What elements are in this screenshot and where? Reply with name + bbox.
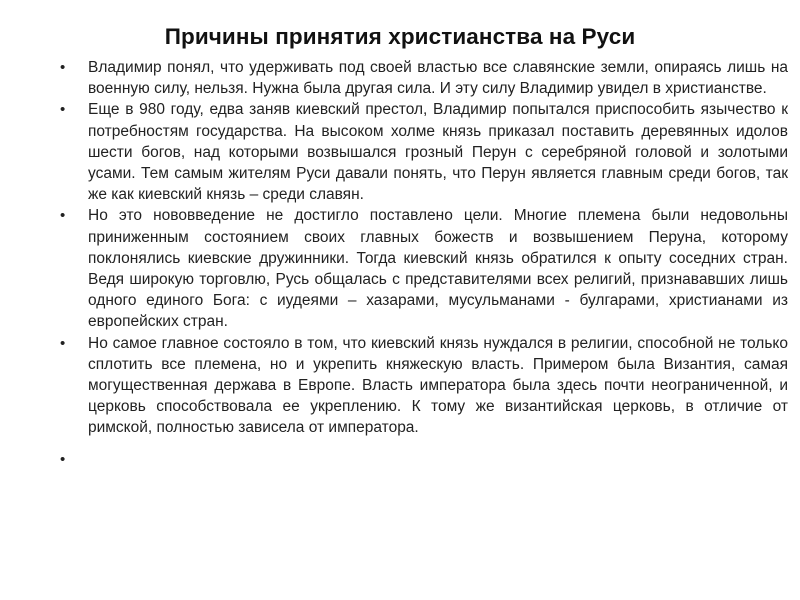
bullet-list [60,57,788,470]
bullet-text: Но самое главное состояло в том, что киевский князь нуждался в религии, способной не только сплотить все племена, но и укрепить княжескую власть. Примером была Византия, самая могущественная держава в Европе. Власть императора была здесь почти неограниченной, и церковь способствовала ее укреплению. К тому же византийская церковь, в отличие от римской, полностью зависела от императора. [88,334,788,437]
bullet-item-empty [60,449,788,470]
bullet-text: Но это нововведение не достигло поставлено цели. Многие племена были недовольны приниженным состоянием своих главных божеств и возвышением Перуна, которому поклонялись киевские дружинники. Тогда киевский князь обратился к опыту соседних стран. Ведя широкую торговлю, Русь общалась с представителями всех религий, признававших лишь одного единого Бога: с иудеями – хазарами, мусульманами - булгарами, христианами из европейских стран. [88,207,788,331]
bullet-item [60,99,788,205]
bullet-dot-icon: • [60,450,66,468]
bullet-dot-icon: • [60,334,66,352]
bullet-item [60,57,788,99]
bullet-text: Владимир понял, что удерживать под своей властью все славянские земли, опираясь лишь на военную силу, нельзя. Нужна была другая сила. И эту силу Владимир увидел в христианстве. [88,59,788,98]
bullet-item [60,205,788,332]
bullet-dot-icon: • [60,207,66,225]
bullet-dot-icon: • [60,101,66,119]
bullet-text: Еще в 980 году, едва заняв киевский престол, Владимир попытался приспособить язычество к потребностям государства. На высоком холме князь приказал поставить деревянных идолов шести богов, над которыми возвышался грозный Перун с серебряной головой и золотыми усами. Тем самым жителям Руси давали понять, что Перун является главным среди богов, так же как киевский князь – среди славян. [88,101,788,204]
slide-title: Причины принятия христианства на Руси [164,24,636,49]
bullet-dot-icon: • [60,59,66,76]
bullet-item [60,333,788,439]
